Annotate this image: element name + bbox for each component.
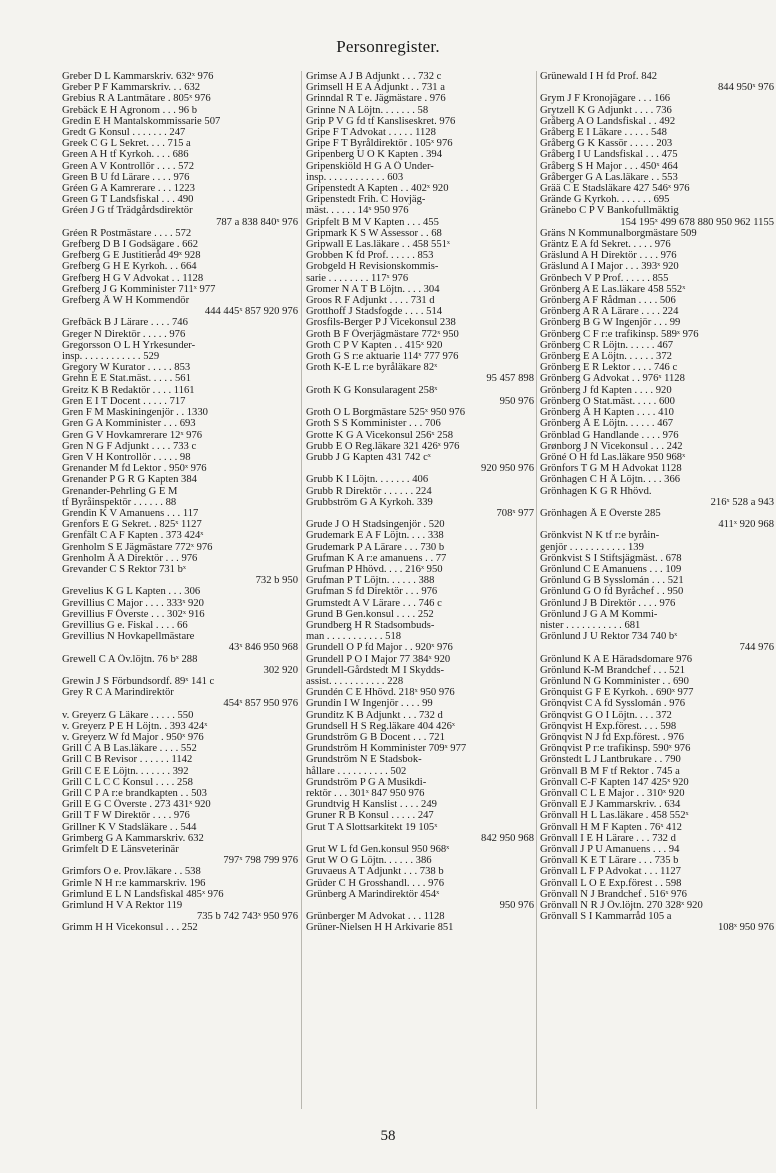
register-entry: Grill C P A r:e brandkapten . . 503 [62,788,207,799]
register-entry: Grönberg E R Lektor . . . . 746 c [540,362,678,374]
register-entry: Gren N G F Adjunkt . . . . 733 c [62,440,197,452]
register-entry: Grönberg B G W Ingenjör . . . 99 [540,317,681,329]
register-entry: Grimlund H V A Rektor 119 [62,900,183,912]
register-entry: Grönvall I E H Lärare . . . 732 d [540,832,676,844]
register-entry: Grönberg Å E Löjtn. . . . . . 467 [540,418,674,430]
register-entry: Grundell O P fd Major . . 920ˣ 976 [306,642,453,654]
register-entry: Gråberg I U Landsfiskal . . . 475 [540,149,678,161]
register-entry: Gripenskiöld H G A Ö Under- [306,160,434,172]
register-entry: Gren E I T Docent . . . . . 717 [62,395,186,407]
register-entry: Groos R F Adjunkt . . . . 731 d [306,295,435,307]
register-entry: Grytzell K G Adjunkt . . . . 736 [540,104,672,116]
register-entry: Grefberg H G V Advokat . . 1128 [62,272,204,284]
register-entry: v. Greyerz G Läkare . . . . . 550 [62,709,194,721]
register-entry: Gråberg A O Landsfiskal . . 492 [540,115,676,127]
register-entry: Grubb R Direktör . . . . . . 224 [306,485,432,497]
register-entry: Grevillius F Överste . . . 302ˣ 916 [62,608,205,620]
register-entry: Grönberg A R A Lärare . . . . 224 [540,306,679,318]
register-entry: Grehn E E Stat.mäst. . . . . 561 [62,373,191,385]
register-entry: Gruvaeus A T Adjunkt . . . 738 b [306,866,444,878]
register-entry: 844 950ˣ 976 [717,82,774,94]
register-entry: Grönberg A E Las.läkare 458 552ˣ [540,283,686,295]
register-entry: Grewin J S Förbundsordf. 89ˣ 141 c [62,675,215,687]
register-entry: Gråberg S H Major . . . 450ˣ 464 [540,160,678,172]
register-entry: Groth B F Överjägmästare 772ˣ 950 [306,328,459,340]
register-entry: 744 976 [739,642,774,654]
register-entry: Gråberger G A Las.läkare . . 553 [540,171,678,183]
register-entry: Grönberg A F Rådman . . . . 506 [540,295,676,307]
register-entry: Grill E G C Överste . 273 431ˣ 920 [62,799,211,811]
register-entry: Grut T A Slottsarkitekt 19 105ˣ [306,821,438,833]
register-entry: Grönkvist S I Stiftsjägmäst. . 678 [540,552,682,564]
register-entry: Groth K G Konsularagent 258ˣ [306,384,438,396]
register-entry: Grundtvig H Kanslist . . . . 249 [306,799,437,811]
register-entry: Grüder C H Grosshandl. . . . 976 [306,877,444,889]
register-entry: 95 457 898 [486,373,534,385]
register-entry: Gröné O H fd Las.läkare 950 968ˣ [540,451,686,463]
register-entry: 454ˣ 857 950 976 [223,698,298,710]
register-entry: Grimle N H r:e kammarskriv. 196 [62,877,206,889]
register-entry: Grönvall L O E Exp.förest . . 598 [540,877,682,889]
register-entry: Grufman K A r:e amanuens . . 77 [306,552,447,564]
register-entry: Greger N Direktör . . . . . 976 [62,328,186,340]
register-entry: Grönvall J P U Amanuens . . . 94 [540,844,680,856]
register-entry: Grönhagen Å E Överste 285 [540,507,661,519]
register-entry: 154 195ˣ 499 678 880 950 962 1155 [620,216,774,228]
register-entry: Grönqvist P r:e trafikinsp. 590ˣ 976 [540,743,691,755]
register-entry: Gren G A Komminister . . . 693 [62,418,196,430]
register-entry: Grüner-Nielsen H H Arkivarie 851 [306,922,454,934]
register-entry: Grönlund J G A M Kommi- [540,608,658,620]
register-entry: Grefberg G E Justitieråd 49ˣ 928 [62,250,201,262]
register-entry: Grundén C E Hhövd. 218ˣ 950 976 [306,687,455,699]
register-entry: Grönberg G Advokat . . 976ˣ 1128 [540,373,685,385]
register-entry: Grobben K fd Prof. . . . . . 853 [306,250,434,262]
register-entry: Grönqvist N J fd Exp.förest. . 976 [540,731,684,743]
register-entry: Gråberg G K Kassör . . . . . 203 [540,138,673,150]
register-entry: Gruner R B Konsul . . . . . 247 [306,810,434,822]
register-entry: tf Byråinspektör . . . . . . 88 [62,496,177,508]
register-entry: Groth S S Komminister . . . 706 [306,418,441,430]
register-entry: Grotthoff J Stadsfogde . . . . 514 [306,306,443,318]
register-entry: Gripmark K S W Assessor . . 68 [306,227,442,239]
register-entry: Grevillius N Hovkapellmästare [62,631,195,643]
register-entry: Grevander C S Rektor 731 bˣ [62,563,186,575]
register-entry: Greber P F Kammarskriv. . . 632 [62,82,201,94]
register-column-2 [306,71,534,1109]
register-entry: Gripenstedt A Kapten . . 402ˣ 920 [306,183,449,195]
register-entry: Grönberg E A Löjtn. . . . . . 372 [540,351,672,363]
register-entry: Grönvall B M F tf Rektor . 745 a [540,765,680,777]
register-column-1 [62,71,298,1109]
register-entry: Gredt G Konsul . . . . . . . 247 [62,127,186,139]
register-entry: Grönvall L F P Advokat . . . 1127 [540,866,681,878]
register-entry: Gren F M Maskiningenjör . . 1330 [62,407,208,419]
register-entry: Gräslund A I Major . . . 393ˣ 920 [540,261,679,273]
register-entry: 842 950 968 [481,832,534,844]
register-entry: hållare . . . . . . . . . . 502 [306,765,407,777]
register-entry: Gräntz E A fd Sekret. . . . . 976 [540,239,671,251]
register-entry: Grönberg Å H Kapten . . . . 410 [540,407,674,419]
register-entry: Gräns N Kommunalborgmästare 509 [540,227,697,239]
register-entry: Grosfils-Berger P J Vicekonsul 238 [306,317,456,329]
register-column-3 [540,71,774,1109]
register-entry: Grönkvist N K tf r:e byråin- [540,530,660,542]
register-entry: Grenander M fd Lektor . 950ˣ 976 [62,463,207,475]
register-entry: Gréen R Postmästare . . . . 572 [62,227,192,239]
register-entry: Grubbström G A Kyrkoh. 339 [306,496,433,508]
register-entry: 797ˣ 798 799 976 [223,855,298,867]
register-entry: Grumstedt A V Lärare . . . 746 c [306,597,442,609]
register-entry: 950 976 [499,900,534,912]
register-entry: Grimlund E L N Landsfiskal 485ˣ 976 [62,888,224,900]
register-entry: Green G T Landsfiskal . . . 490 [62,194,194,206]
register-entry: Grundin I W Ingenjör . . . . 99 [306,698,433,710]
register-entry: Grönqvist H Exp.förest. . . . 598 [540,720,677,732]
register-entry: Grönlund G O fd Byråchef . . 950 [540,586,684,598]
register-entry: v. Greyerz P E H Löjtn. . 393 424ˣ [62,720,208,732]
register-entry: Gripwall E Las.läkare . . 458 551ˣ [306,239,450,251]
register-entry: Grebäck E H Agronom . . . 96 b [62,104,198,116]
register-entry: Grönvall N R J Öv.löjtn. 270 328ˣ 920 [540,900,703,912]
register-entry: Grønborg J N Vicekonsul . . . 242 [540,440,683,452]
register-entry: Grund B Gen.konsul . . . . 252 [306,608,434,620]
register-entry: Gråberg E I Läkare . . . . . 548 [540,127,667,139]
register-entry: Grimse A J B Adjunkt . . . 732 c [306,71,442,82]
register-entry: Grönvall S I Kammarråd 105 a [540,911,672,923]
register-entry: Grenholm S E Jägmästare 772ˣ 976 [62,541,213,553]
register-entry: Grobgeld H Revisionskommis- [306,261,439,273]
register-entry: Grenfors E G Sekret. . 825ˣ 1127 [62,519,202,531]
register-entry: Grönvall E J Kammarskriv. . 634 [540,799,681,811]
column-rule-2 [536,71,537,1109]
register-entry: Gren V H Kontrollör . . . . . 98 [62,451,191,463]
register-entry: Grönlund N G Komminister . . 690 [540,675,689,687]
register-entry: Grenander P G R G Kapten 384 [62,474,197,486]
register-entry: Greitz K B Redaktör . . . . 1161 [62,384,195,396]
register-entry: Grill T F W Direktör . . . . 976 [62,810,190,822]
register-entry: Grenander-Pehrling G E M [62,485,178,497]
register-entry: 735 b 742 743ˣ 950 976 [196,911,298,923]
register-entry: nister . . . . . . . . . . . 681 [540,619,641,631]
register-entry: Grufman P Hhövd. . . . 216ˣ 950 [306,563,443,575]
register-entry: Gräslund A H Direktör . . . . 976 [540,250,677,262]
register-entry: Gripe F T Advokat . . . . . 1128 [306,127,436,139]
register-entry: Grünewald I H fd Prof. 842 [540,71,658,82]
register-entry: 920 950 976 [481,463,534,475]
register-entry: Gréen J G tf Trädgårdsdirektör [62,205,193,217]
register-entry: Grut W L fd Gen.konsul 950 968ˣ [306,844,450,856]
register-entry: Grefberg D B I Godsägare . 662 [62,239,199,251]
register-entry: Gregory W Kurator . . . . . 853 [62,362,191,374]
register-entry: Grönqvist C A fd Sysslomán . 976 [540,698,686,710]
register-entry: 950 976 [499,395,534,407]
register-entry: Gren G V Hovkamrerare 12ˣ 976 [62,429,203,441]
register-entry: Gränebo C P V Bankofullmäktig [540,205,679,217]
register-entry: Grönberg O Stat.mäst. . . . . 600 [540,395,675,407]
register-entry: Grudemark E A F Löjtn. . . . 338 [306,530,444,542]
register-entry: Grönvall H L Las.läkare . 458 552ˣ [540,810,689,822]
page-number: 58 [380,1128,396,1144]
register-entry: Grufman P T Löjtn. . . . . . 388 [306,575,435,587]
register-entry: Groth C P V Kapten . . 415ˣ 920 [306,339,443,351]
register-entry: Grudemark P A Lärare . . . 730 b [306,541,445,553]
register-entry: Gripfelt B M V Kapten . . . 455 [306,216,439,228]
register-entry: Grände G Kyrkoh. . . . . . . 695 [540,194,670,206]
register-entry: Grunditz K B Adjunkt . . . 732 d [306,709,443,721]
register-entry: Grefberg G H E Kyrkoh. . . 664 [62,261,197,273]
register-entry: Grundström G B Docent . . . 721 [306,731,445,743]
register-entry: Gréen G A Kamrerare . . . 1223 [62,183,195,195]
register-entry: Greber D L Kammarskriv. 632ˣ 976 [62,71,214,82]
register-entry: Grünberg A Marindirektör 454ˣ [306,888,440,900]
register-entry: Grundström H Komminister 709ˣ 977 [306,743,467,755]
register-entry: Gredin E H Mantalskommissarie 507 [62,115,221,127]
register-entry: Gripenstedt Frih. C Hovjäg- [306,194,426,206]
register-entry: Gripe F T Byråldirektör . 105ˣ 976 [306,138,453,150]
register-entry: Grevillius G e. Fiskal . . . . 66 [62,619,188,631]
register-entry: Grinne N A Löjtn. . . . . . . 58 [306,104,429,116]
register-entry: Grefberg J G Komminister 711ˣ 977 [62,283,216,295]
register-entry: Grönqvist G O I Löjtn. . . . 372 [540,709,672,721]
register-entry: Grimberg G A Kammarskriv. 632 [62,832,204,844]
register-entry: man . . . . . . . . . . . 518 [306,631,402,643]
column-rule-1 [301,71,302,1109]
register-entry: Grönlund G B Sysslomán . . . 521 [540,575,684,587]
register-entry: 708ˣ 977 [496,507,534,519]
register-entry: Grey R C A Marindirektör [62,687,174,699]
register-entry: Grönlund J U Rektor 734 740 bˣ [540,631,678,643]
register-entry: Grundsell H S Reg.läkare 404 426ˣ [306,720,455,732]
register-entry: Grill C B Revisor . . . . . . 1142 [62,754,193,766]
register-entry: 108ˣ 950 976 [717,922,774,934]
register-entry: Grönberg C F r:e trafikinsp. 589ˣ 976 [540,328,699,340]
register-entry: Grubb J G Kapten 431 742 cˣ [306,451,431,463]
register-entry: Grundell P O I Major 77 384ˣ 920 [306,653,451,665]
register-entry: Grönberg J fd Kapten . . . . 920 [540,384,672,396]
register-entry: 216ˣ 528 a 943 [710,496,774,508]
register-entry: Grillner K V Stadsläkare . . 544 [62,821,197,833]
register-entry: Gripenberg U O K Kapten . 394 [306,149,443,161]
register-entry: Grönquist G F E Kyrkoh. . 690ˣ 977 [540,687,694,699]
register-entry: Grefberg Å W H Kommendör [62,295,190,307]
register-entry: 302 920 [263,664,298,676]
register-entry: v. Greyerz W fd Major . 950ˣ 976 [62,731,204,743]
register-entry: Grönlund C E Amanuens . . . 109 [540,563,682,575]
register-entry: Grude J O H Stadsingenjör . 520 [306,519,445,531]
register-entry: Gregorsson O L H Yrkesunder- [62,339,196,351]
register-entry: sarie . . . . . . . . 117ˣ 976 [306,272,409,284]
register-entry: Grubb K I Löjtn. . . . . . . 406 [306,474,429,486]
register-entry: Grönvall C-F Kapten 147 425ˣ 920 [540,776,689,788]
register-entry: Grönhagen K G R Hhövd. [540,485,652,497]
register-entry: Green A V Kontrollör . . . . 572 [62,160,195,172]
register-entry: Grewell C A Öv.löjtn. 76 bˣ 288 [62,653,198,665]
register-entry: Grenholm Å A Direktör . . . 976 [62,552,198,564]
register-entry: assist. . . . . . . . . . . 228 [306,675,404,687]
page-title: Personregister. [336,37,440,56]
register-columns [62,71,774,1109]
register-entry: mäst. . . . . . 14ˣ 950 976 [306,205,409,217]
register-entry: Grimm H H Vicekonsul . . . 252 [62,922,198,934]
register-entry: Grönvall H M F Kapten . 76ˣ 412 [540,821,682,833]
register-entry: 787 a 838 840ˣ 976 [216,216,298,228]
register-entry: Grefbäck B J Lärare . . . . 746 [62,317,188,329]
register-entry: Grotte K G A Vicekonsul 256ˣ 258 [306,429,454,441]
register-entry: Grevelius K G L Kapten . . . 306 [62,586,201,598]
register-entry: Gromer N A T B Löjtn. . . . 304 [306,283,440,295]
register-entry: Grenfält C A F Kapten . 373 424ˣ [62,530,204,542]
register-entry: Grufman S fd Direktör . . . 976 [306,586,438,598]
register-entry: Green A H tf Kyrkoh. . . . 686 [62,149,189,161]
register-entry: Grundström P G A Musikdi- [306,776,427,788]
register-entry: Grönhagen C H Å Löjtn. . . . 366 [540,474,681,486]
register-entry: Groth K-E L r:e byråläkare 82ˣ [306,362,438,374]
register-entry: Grebius R A Lantmätare . 805ˣ 976 [62,93,211,105]
register-entry: Grönlund K A E Häradsdomare 976 [540,653,693,665]
register-entry: Grym J F Kronojägare . . . 166 [540,93,671,105]
register-entry: 43ˣ 846 950 968 [228,642,298,654]
register-entry: Grundberg H R Stadsombuds- [306,619,435,631]
register-entry: Grönblad G Handlande . . . . 976 [540,429,679,441]
register-entry: rektör . . . 301ˣ 847 950 976 [306,788,425,799]
register-entry: Grip P V G fd tf Kansliseskret. 976 [306,115,456,127]
register-entry: Grill C L C C Konsul . . . . 258 [62,776,193,788]
register-entry: Grundström N E Stadsbok- [306,754,422,766]
register-entry: Grubb E O Reg.läkare 321 426ˣ 976 [306,440,460,452]
register-entry: 411ˣ 920 968 [718,519,774,531]
register-entry: Grünberger M Advokat . . . 1128 [306,911,445,923]
register-entry: Grundell-Gårdstedt M I Skydds- [306,664,444,676]
register-entry: Green B U fd Lärare . . . . 976 [62,171,190,183]
register-entry: Grimsell H E A Adjunkt . . 731 a [306,82,445,94]
register-entry: Grill C E E Löjtn. . . . . . . 392 [62,765,189,777]
register-entry: Grönvall K E T Lärare . . . 735 b [540,855,679,867]
register-entry: Grimfelt D E Länsveterinär [62,844,179,856]
register-entry: genjör . . . . . . . . . . . 139 [540,541,644,553]
register-entry: Grönlund J B Direktör . . . . 976 [540,597,676,609]
register-entry: Grönfors T G M H Advokat 1128 [540,463,682,475]
register-entry: Grill C A B Las.läkare . . . . 552 [62,743,197,755]
register-entry: Grönbech V P Prof. . . . . . 855 [540,272,669,284]
register-entry: Grinndal R T e. Jägmästare . 976 [306,93,446,105]
register-entry: Grönlund K-M Brandchef . . . 521 [540,664,686,676]
register-entry: Grevillius C Major . . . . 333ˣ 920 [62,597,204,609]
register-entry: Grönvall C L E Major . . 310ˣ 920 [540,788,685,799]
register-entry: Groth G S r:e aktuarie 114ˣ 777 976 [306,351,459,363]
register-entry: Greek C G L Sekret. . . . 715 a [62,138,191,150]
register-entry: Grönstedt L J Lantbrukare . . 790 [540,754,681,766]
register-entry: 732 b 950 [255,575,298,587]
register-entry: Groth O L Borgmästare 525ˣ 950 976 [306,407,466,419]
register-entry: 444 445ˣ 857 920 976 [204,306,298,318]
register-entry: Grut W O G Löjtn. . . . . . 386 [306,855,432,867]
register-entry: Grimfors O e. Prov.läkare . . 538 [62,866,201,878]
register-entry: insp. . . . . . . . . . . . 603 [306,171,404,183]
register-entry: Grää C E Stadsläkare 427 546ˣ 976 [540,183,690,195]
register-entry: Grendin K V Amanuens . . . 117 [62,507,199,519]
register-entry: insp. . . . . . . . . . . . 529 [62,351,160,363]
register-entry: Grönvall N J Brandchef . 516ˣ 976 [540,888,687,900]
register-entry: Grönberg C R Löjtn. . . . . . 467 [540,339,674,351]
